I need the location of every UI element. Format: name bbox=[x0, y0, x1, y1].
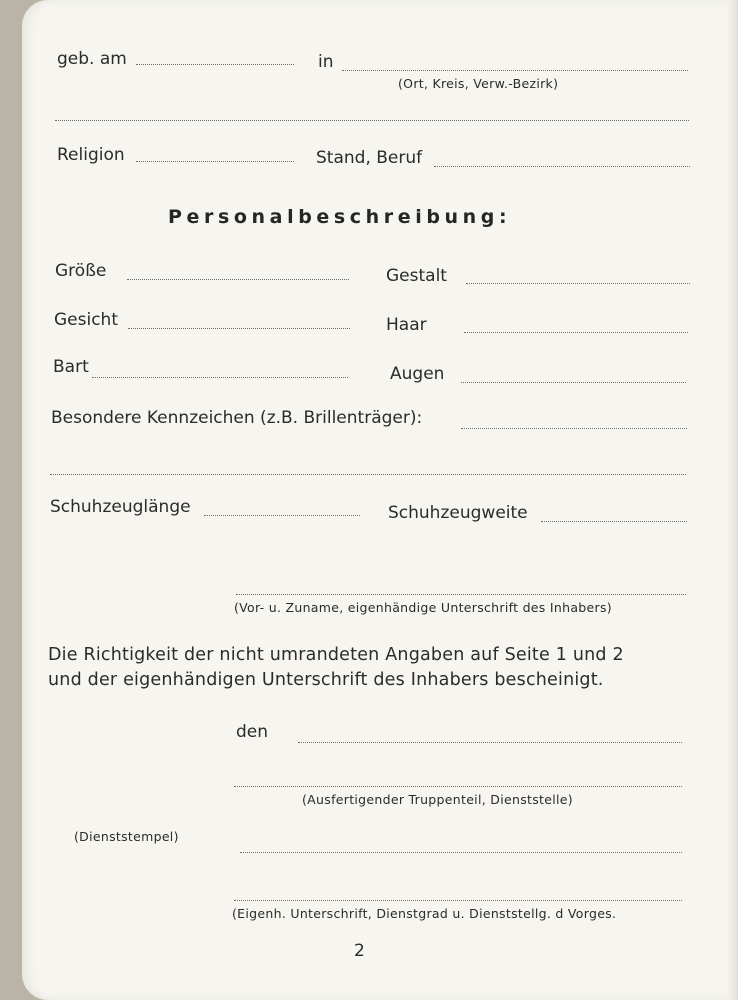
build-field[interactable] bbox=[466, 283, 690, 284]
shoe-length-field[interactable] bbox=[204, 515, 360, 516]
height-label: Größe bbox=[55, 261, 107, 281]
birth-date-field[interactable] bbox=[136, 64, 294, 65]
occupation-label: Stand, Beruf bbox=[316, 148, 423, 168]
date-field[interactable] bbox=[298, 742, 682, 743]
birth-place-label: in bbox=[318, 52, 334, 72]
shoe-width-label: Schuhzeugweite bbox=[388, 503, 528, 523]
officer-signature-hint: (Eigenh. Unterschrift, Dienstgrad u. Dienststellg. d Vorges. bbox=[232, 906, 617, 921]
hair-label: Haar bbox=[386, 315, 427, 335]
certification-line-1: Die Richtigkeit der nicht umrandeten Angaben auf Seite 1 und 2 bbox=[48, 645, 624, 665]
face-label: Gesicht bbox=[54, 310, 118, 330]
eyes-field[interactable] bbox=[461, 382, 686, 383]
religion-field[interactable] bbox=[136, 161, 294, 162]
issuing-unit-hint: (Ausfertigender Truppenteil, Dienststelle) bbox=[302, 792, 573, 807]
shoe-length-label: Schuhzeuglänge bbox=[50, 497, 191, 517]
height-field[interactable] bbox=[127, 279, 349, 280]
stamp-label: (Dienststempel) bbox=[74, 829, 179, 844]
certification-line-2: und der eigenhändigen Unterschrift des Inhabers bescheinigt. bbox=[48, 670, 604, 690]
build-label: Gestalt bbox=[386, 266, 447, 286]
birth-place-hint: (Ort, Kreis, Verw.-Bezirk) bbox=[398, 76, 559, 91]
page-number: 2 bbox=[354, 941, 365, 961]
holder-signature-hint: (Vor- u. Zuname, eigenhändige Unterschrift des Inhabers) bbox=[234, 600, 612, 615]
officer-signature-field[interactable] bbox=[234, 900, 682, 901]
hair-field[interactable] bbox=[464, 332, 688, 333]
eyes-label: Augen bbox=[390, 364, 445, 384]
face-field[interactable] bbox=[128, 328, 350, 329]
issuing-unit-field[interactable] bbox=[234, 786, 682, 787]
religion-label: Religion bbox=[57, 145, 125, 165]
distinguishing-marks-extra-line[interactable] bbox=[50, 474, 686, 475]
stamp-line[interactable] bbox=[240, 852, 682, 853]
holder-signature-field[interactable] bbox=[236, 594, 686, 595]
birth-place-field[interactable] bbox=[342, 70, 688, 71]
beard-label: Bart bbox=[53, 357, 89, 377]
page-edge bbox=[728, 0, 738, 1000]
beard-field[interactable] bbox=[92, 377, 348, 378]
certification-text bbox=[48, 643, 624, 693]
distinguishing-marks-field[interactable] bbox=[461, 428, 687, 429]
occupation-field[interactable] bbox=[434, 166, 690, 167]
date-label: den bbox=[236, 722, 269, 742]
birth-date-label: geb. am bbox=[57, 49, 127, 69]
distinguishing-marks-label: Besondere Kennzeichen (z.B. Brillenträger): bbox=[51, 408, 423, 428]
shoe-width-field[interactable] bbox=[541, 521, 687, 522]
description-heading: Personalbeschreibung: bbox=[168, 206, 512, 228]
birth-place-extra-line[interactable] bbox=[55, 120, 689, 121]
